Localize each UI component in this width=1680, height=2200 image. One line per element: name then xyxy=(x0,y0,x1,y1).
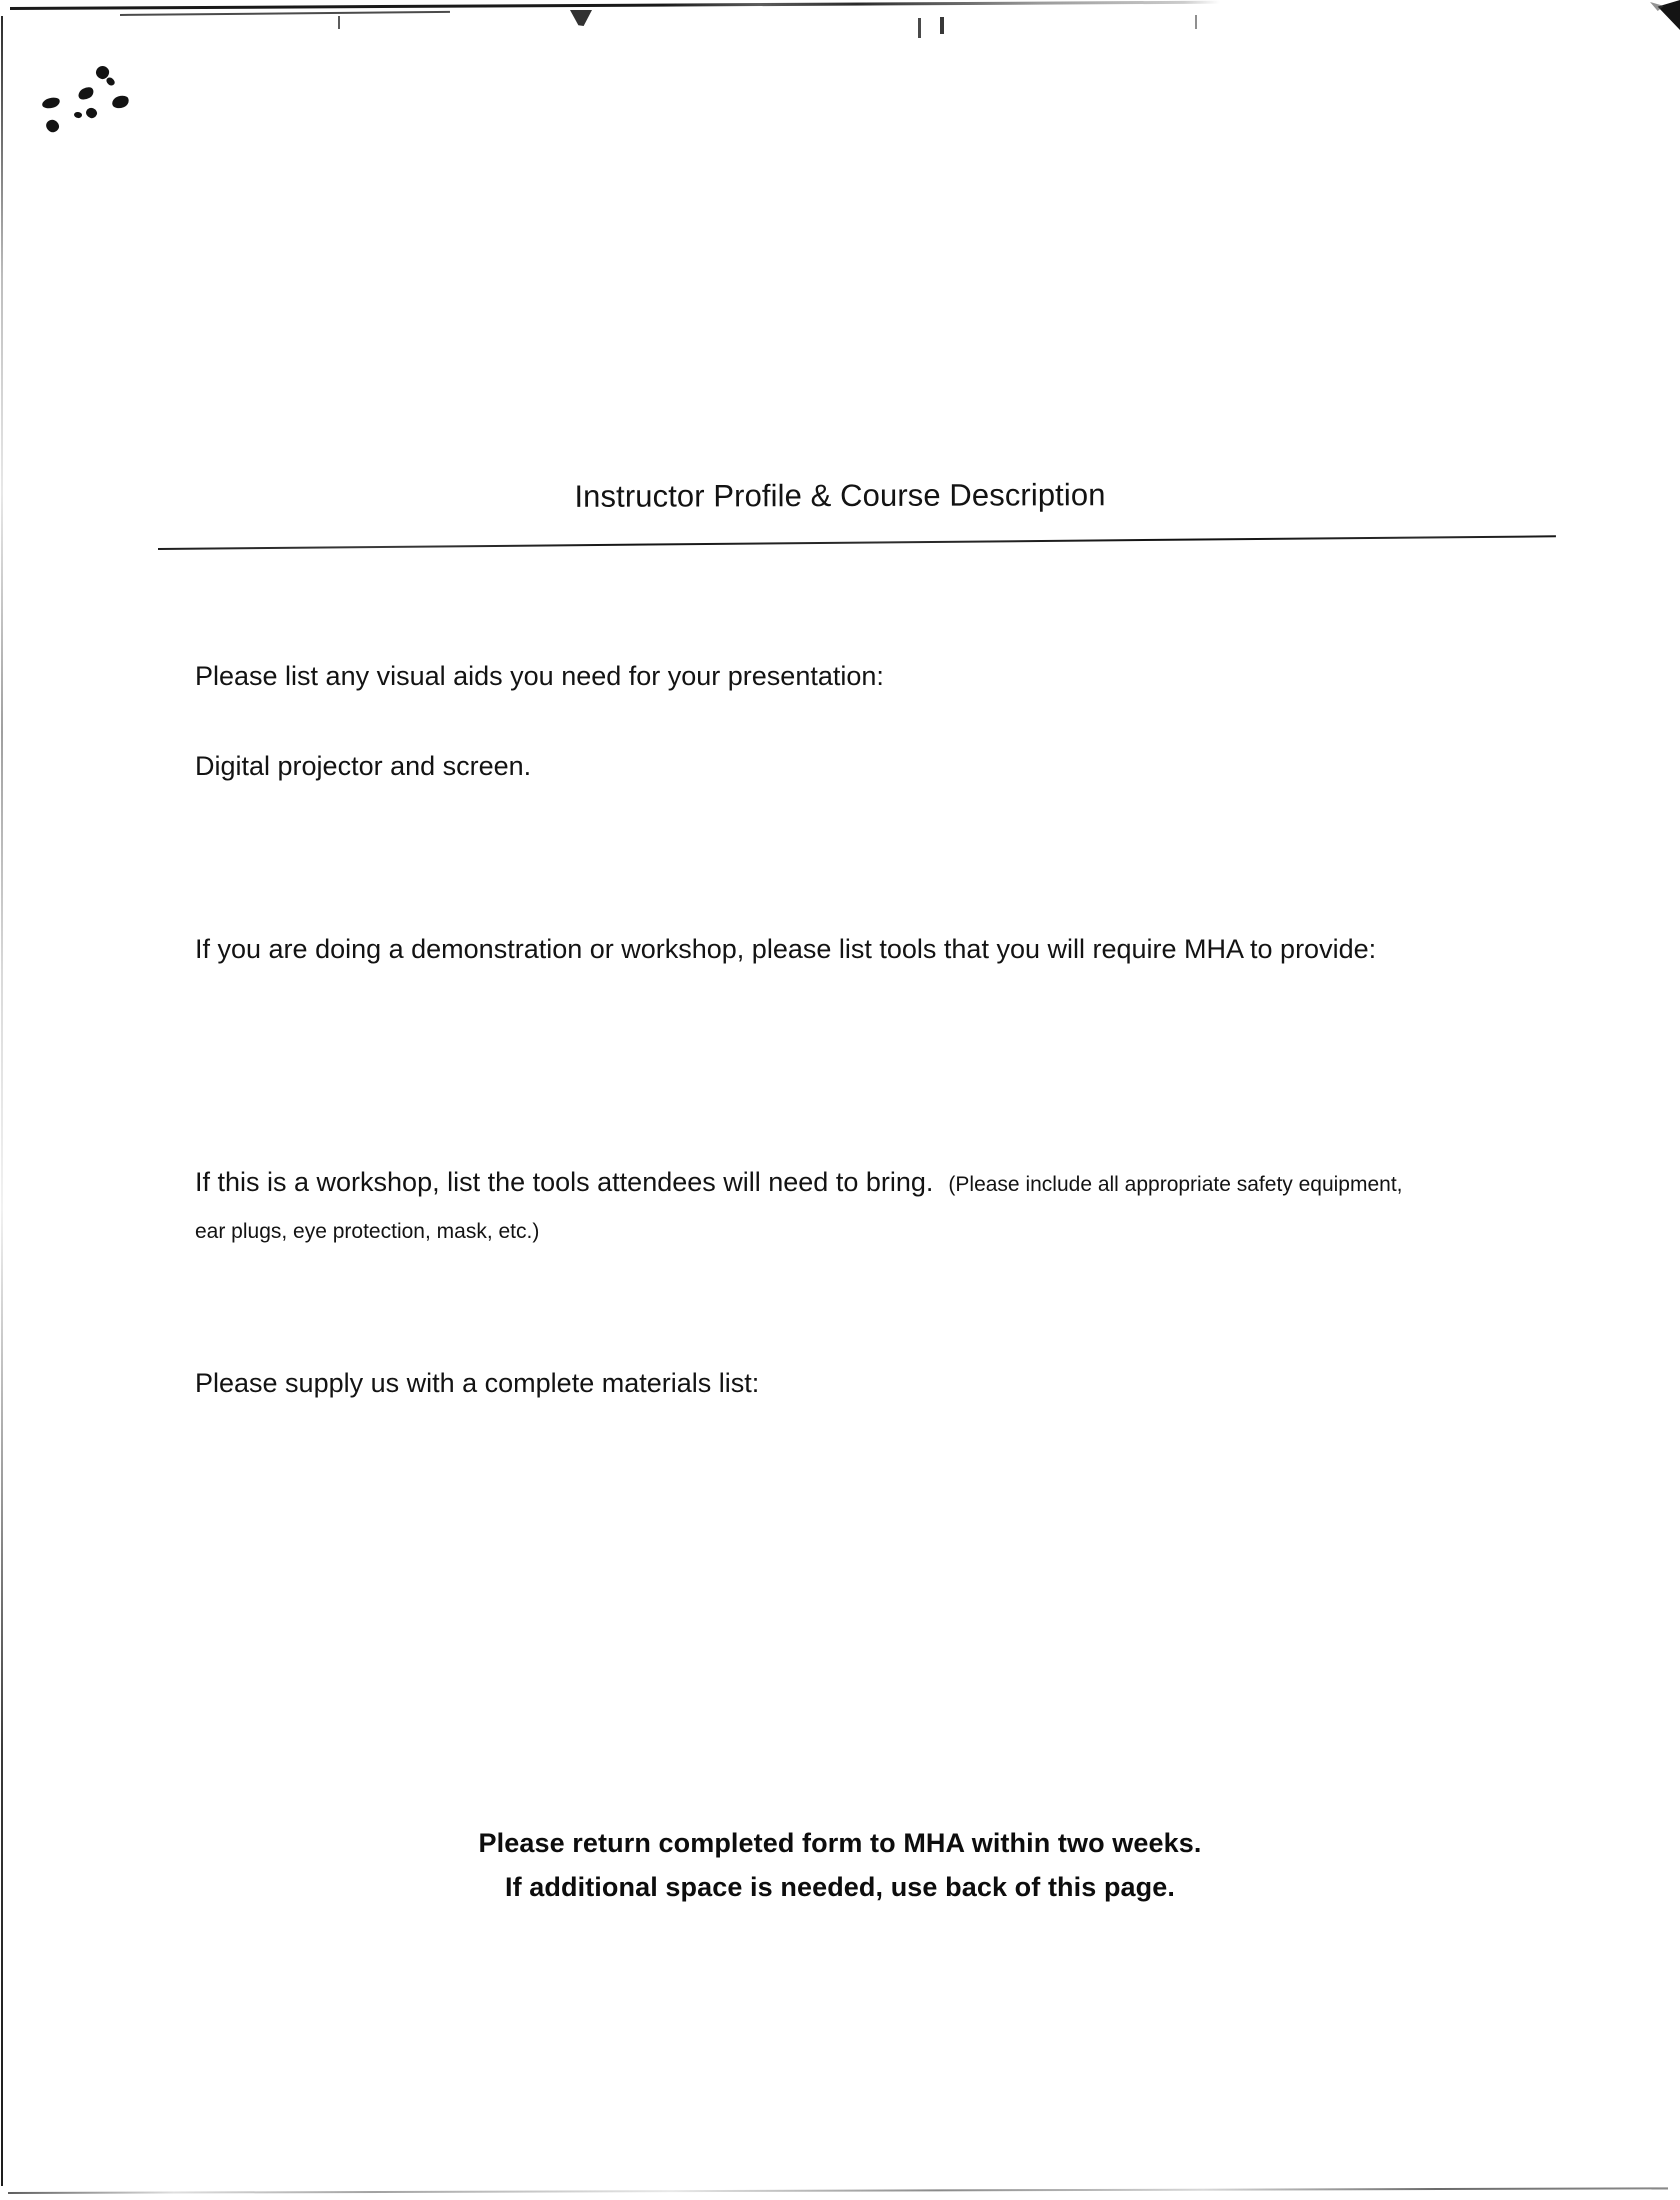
question-mha-provided-tools: If you are doing a demonstration or workshop, please list tools that you will require MHA to provide: xyxy=(195,934,1377,964)
page-left-edge-line xyxy=(1,16,3,2186)
page-top-edge-tick xyxy=(338,16,340,29)
ink-speckle xyxy=(105,76,116,87)
page-top-edge-nick xyxy=(570,10,592,26)
page-top-edge-tick xyxy=(940,17,944,34)
footer-extra-space-instruction: If additional space is needed, use back of this page. xyxy=(505,1872,1175,1902)
ink-speckle xyxy=(95,65,111,81)
page-top-edge-line-secondary xyxy=(120,11,450,16)
footer-return-instruction: Please return completed form to MHA within two weeks. xyxy=(478,1828,1202,1858)
page-bottom-edge-line xyxy=(8,2187,1668,2194)
page-corner-mark-top-right xyxy=(1654,0,1680,30)
page-top-edge-line xyxy=(10,1,1220,10)
ink-speckle xyxy=(76,85,95,102)
page-top-edge-tick xyxy=(918,18,921,38)
page-title: Instructor Profile & Course Description xyxy=(574,477,1106,514)
ink-speckle xyxy=(85,106,99,119)
question-attendee-tools-main: If this is a workshop, list the tools attendees will need to bring. xyxy=(195,1167,934,1197)
page-corner-mark-top-right-secondary xyxy=(1650,2,1664,11)
ink-speckle xyxy=(44,117,61,134)
question-attendee-tools-note: (Please include all appropriate safety equipment, ear plugs, eye protection, mask, etc.) xyxy=(195,1173,1403,1243)
ink-speckle xyxy=(41,96,61,110)
ink-speckle xyxy=(111,94,131,111)
question-attendee-tools xyxy=(195,1160,1435,1254)
page-top-edge-tick xyxy=(1195,15,1197,29)
title-divider-rule xyxy=(158,535,1556,550)
question-materials-list: Please supply us with a complete materials list: xyxy=(195,1368,760,1398)
ink-speckle xyxy=(74,111,83,118)
question-visual-aids: Please list any visual aids you need for your presentation: xyxy=(195,661,884,691)
answer-visual-aids[interactable]: Digital projector and screen. xyxy=(195,751,532,781)
